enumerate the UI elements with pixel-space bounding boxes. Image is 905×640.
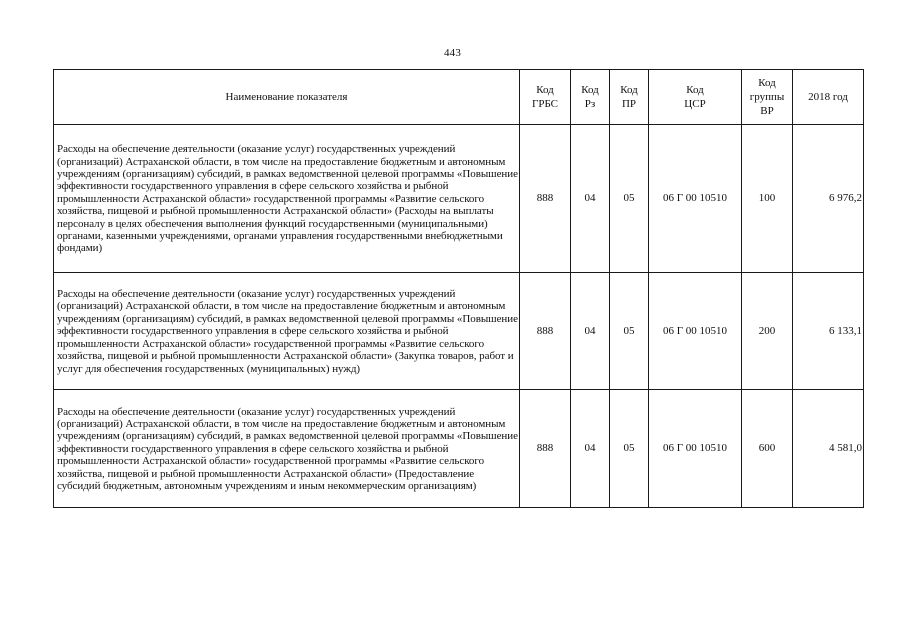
row-rz: 04 — [571, 273, 610, 390]
page-number: 443 — [443, 47, 462, 59]
row-grbs: 888 — [520, 390, 571, 508]
budget-table — [53, 69, 864, 508]
table-row — [54, 390, 864, 508]
row-amount: 6 976,2 — [793, 125, 864, 273]
table-row — [54, 125, 864, 273]
header-pr: Код ПР — [610, 70, 649, 125]
table-header — [54, 70, 864, 125]
header-rz: Код Рз — [571, 70, 610, 125]
row-csr: 06 Г 00 10510 — [649, 273, 742, 390]
row-name: Расходы на обеспечение деятельности (оказание услуг) государственных учреждений (организаций) Астраханской области, в том числе на предоставление бюджетным и автономным учреждениям (организациям) субсидий, в рамках ведомственной целевой программы «Повышение эффективности государственного управления в сфере сельского хозяйства и рыбной промышленности Астраханской области» государственной программы «Развитие сельского хозяйства, пищевой и рыбной промышленности Астраханской области» (Расходы на выплаты персоналу в целях обеспечения выполнения функций государственными (муниципальными) органами, казенными учреждениями, органами управления государственными внебюджетными фондами) — [54, 125, 520, 273]
header-year: 2018 год — [793, 70, 864, 125]
row-csr: 06 Г 00 10510 — [649, 125, 742, 273]
row-pr: 05 — [610, 273, 649, 390]
row-name: Расходы на обеспечение деятельности (оказание услуг) государственных учреждений (организаций) Астраханской области, в том числе на предоставление бюджетным и автономным учреждениям (организациям) субсидий, в рамках ведомственной целевой программы «Повышение эффективности государственного управления в сфере сельского хозяйства и рыбной промышленности Астраханской области» государственной программы «Развитие сельского хозяйства, пищевой и рыбной промышленности Астраханской области» (Закупка товаров, работ и услуг для обеспечения государственных (муниципальных) нужд) — [54, 273, 520, 390]
row-pr: 05 — [610, 125, 649, 273]
row-rz: 04 — [571, 390, 610, 508]
row-rz: 04 — [571, 125, 610, 273]
row-amount: 4 581,0 — [793, 390, 864, 508]
header-name: Наименование показателя — [54, 70, 520, 125]
header-csr: Код ЦСР — [649, 70, 742, 125]
row-csr: 06 Г 00 10510 — [649, 390, 742, 508]
row-grbs: 888 — [520, 273, 571, 390]
row-pr: 05 — [610, 390, 649, 508]
row-vr: 600 — [742, 390, 793, 508]
row-amount: 6 133,1 — [793, 273, 864, 390]
header-row — [54, 70, 864, 125]
row-vr: 200 — [742, 273, 793, 390]
row-name: Расходы на обеспечение деятельности (оказание услуг) государственных учреждений (организаций) Астраханской области, в том числе на предоставление бюджетным и автономным учреждениям (организациям) субсидий, в рамках ведомственной целевой программы «Повышение эффективности государственного управления в сфере сельского хозяйства и рыбной промышленности Астраханской области» государственной программы «Развитие сельского хозяйства, пищевой и рыбной промышленности Астраханской области» (Предоставление субсидий бюджетным, автономным учреждениям и иным некоммерческим организациям) — [54, 390, 520, 508]
header-vr: Код группы ВР — [742, 70, 793, 125]
row-grbs: 888 — [520, 125, 571, 273]
row-vr: 100 — [742, 125, 793, 273]
table-row — [54, 273, 864, 390]
header-grbs: Код ГРБС — [520, 70, 571, 125]
table-body — [54, 125, 864, 508]
